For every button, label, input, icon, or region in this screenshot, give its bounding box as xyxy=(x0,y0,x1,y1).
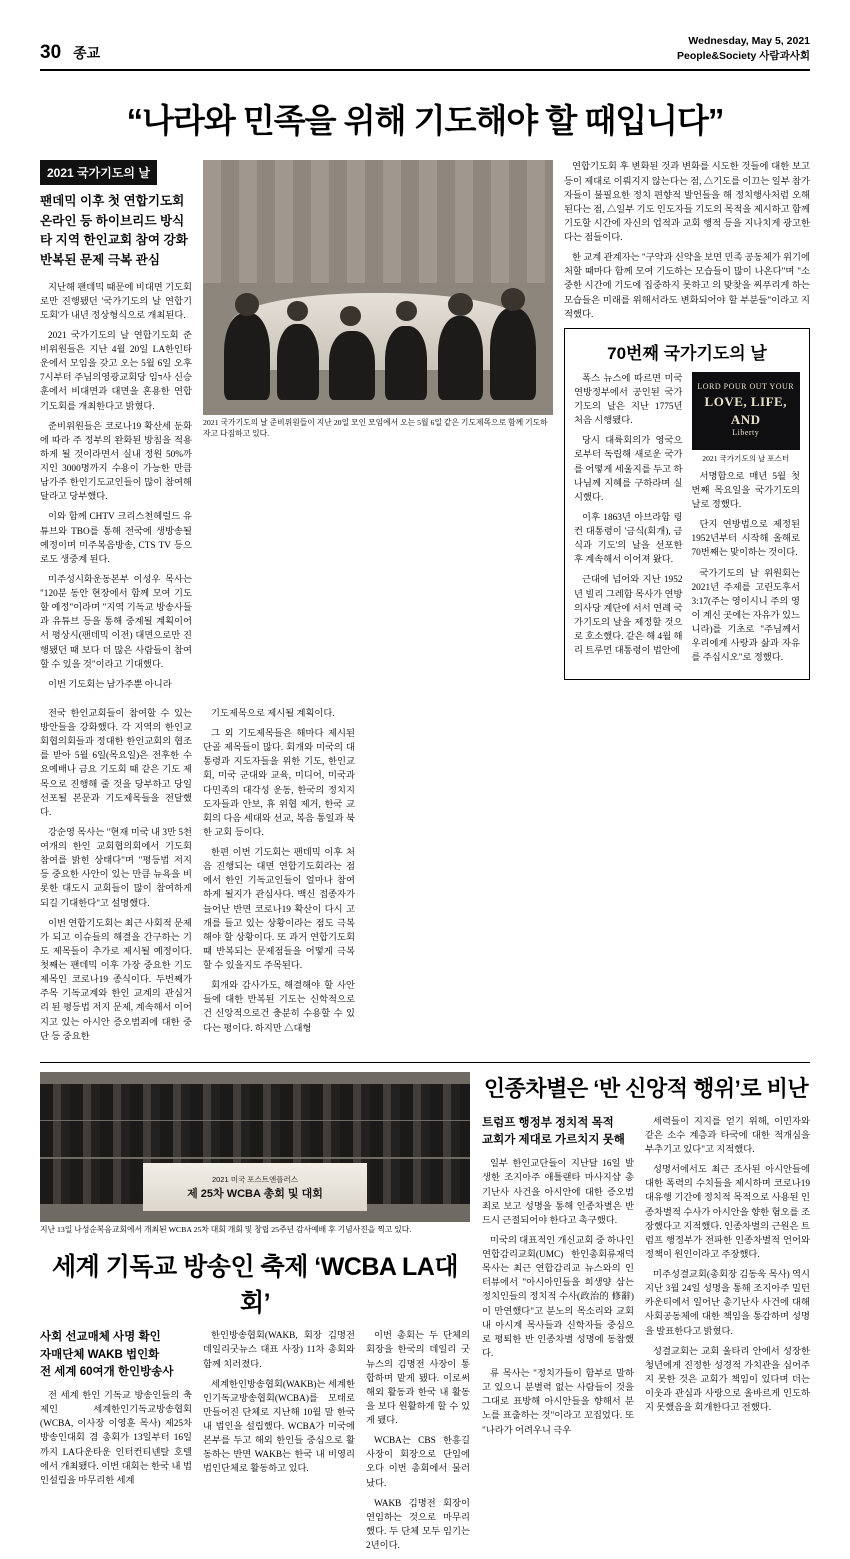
racism-deck xyxy=(482,1115,634,1150)
story-body-col4 xyxy=(564,160,810,321)
paragraph: 폭스 뉴스에 따르면 미국 연방정부에서 공인된 국가기도의 날은 지난 1775년 처음 시행됐다. xyxy=(574,373,683,427)
sidebar-story-columns xyxy=(574,372,800,672)
paragraph: 근대에 넘어와 지난 1952년 빌리 그레함 목사가 연방 의사당 계단에 서서 연례 국가기도의 날을 제정할 것으로 호소했다. 같은 해 4월 해리 트루먼 대통령이 법안에 xyxy=(574,575,683,657)
wcba-col-2 xyxy=(203,1329,355,1559)
racism-col-1 xyxy=(482,1115,634,1444)
racism-col-2 xyxy=(645,1115,810,1444)
deck-line: 트럼프 행정부 정치적 목적 xyxy=(482,1116,614,1129)
lead-story-column-4 xyxy=(564,160,810,697)
lead-story-continuation xyxy=(40,707,810,1050)
photo-wall xyxy=(203,160,553,282)
paragraph: 단지 연방법으로 제정된 1952년부터 시작해 올해로 70번째는 맞이하는 것이다. xyxy=(691,520,800,559)
story-racism xyxy=(482,1072,810,1559)
page-number: 30 xyxy=(40,42,62,64)
paragraph: 서명함으로 매년 5월 첫 번째 목요일을 국가기도의 날로 정했다. xyxy=(691,471,800,511)
paragraph: 이와 함께 CHTV 크리스천헤럴드 유튜브와 TBO를 통해 전국에 생방송될 예정이며 미주복음방송, CTS TV 등으로도 생중계 된다. xyxy=(40,512,192,565)
paragraph: 미주성시화운동본부 이성우 목사는 "120분 동안 현장에서 함께 모여 기도할 예정"이라며 "지역 기독교 방송사들과 유튜브 등을 통해 중계될 계획이어서 평상시(팬데믹 이전) 대면으로만 진행됐던 때 보다 더 많은 사람들이 참여할 수 있을 것"이라고 기대했다. xyxy=(40,574,192,670)
photo-person xyxy=(438,316,484,400)
paragraph: 전국 한인교회들이 참여할 수 있는 방안들을 강화했다. 각 지역의 한인교회협의회들과 정대한 한인교회의 협조를 받아 5월 6일(목요일)은 전후한 수요예배나 금요 기도회 때 같은 기도 제목으로 진행해 줄 것을 당부하고 당일 선포될 본문과 기도제목들을 전달했다. xyxy=(40,708,192,818)
paragraph: 미국의 대표적인 개신교회 중 하나인 연합감리교회(UMC) 한인총회류재덕 목사는 최근 연합감리교 뉴스와의 인터뷰에서 "아시아인들을 희생양 삼는 정치인들의 정치적 수사(政治的 修辭)이 만연했다"고 분노의 목소리와 교회 내 아시계 목사들과 신학자들 중심으로 평퇴한 반 인종차별 성명에 동참했다. xyxy=(482,1235,635,1359)
photo-person xyxy=(277,324,319,401)
paragraph: 성명서에서도 최근 조사된 아시안들에 대한 폭력의 수치들을 제시하며 코로나19 대유행 기간에 정치적 목적으로 사용된 인종차별적 수사가 아시안을 향한 혐오를 조장했다고 지적했다. 인종차별의 근원은 트럼프 행정부가 전파한 인종차별적 언어와 정책이 원인이라고 주장했다. xyxy=(645,1165,810,1260)
sidebar-story-title: 70번째 국가기도의 날 xyxy=(607,343,767,363)
photo-person xyxy=(490,308,536,400)
sidebar-story-70th xyxy=(564,328,810,681)
sidebar-col-2 xyxy=(692,372,801,672)
deck-line: 온라인 등 하이브리드 방식 xyxy=(40,213,185,228)
paragraph: WAKB 김명전 회장이 연임하는 것으로 마무리 했다. 두 단체 모두 임기는 2년이다. xyxy=(366,1498,470,1552)
paragraph: 이후 1863년 아브라함 링컨 대통령이 '금식(회개), 금식과 기도'의 날을 선포한 후 계속해서 이어져 왔다. xyxy=(574,512,683,566)
wcba-body-3 xyxy=(366,1329,470,1553)
section-name: 종교 xyxy=(73,45,101,62)
story-deck xyxy=(40,192,192,270)
paragraph: 일부 한인교단들이 지난달 16일 발생한 조지아주 애틀랜타 마사지샵 총기난사 사건을 아시안에 대한 증오범죄로 보고 성명을 통해 인종차별은 반드시 근절되어야 한다고 촉구했다. xyxy=(482,1159,634,1226)
paragraph: 회개와 감사가도, 해결해야 할 사안들에 대한 반복된 기도는 신학적으로건 신앙적으로건 충분히 수용할 수 있다는 평이다. 하지만 △대형 xyxy=(203,981,355,1034)
paragraph: 연합기도회 후 변화된 것과 변화를 시도한 것들에 대한 보고 등이 제대로 이뤄지지 않는다는 점, △기도를 이끄는 일부 참가자들이 불필요한 정치 편향적 발언들을 해 정치행사처럼 오해된다는 점, △일부 기도 인도자들 기도의 목적을 제시하고 함께 기도할 시간에 자신의 업적과 교회 행적 등을 지나치게 광고한다는 점들이다. xyxy=(564,162,810,244)
sidebar-col-1 xyxy=(574,372,683,672)
paragraph: 강순영 목사는 "현재 미국 내 3만 5천여개의 한인 교회협의회에서 기도회 참여를 밝힌 상태다"며 "평등법 저지 등 중요한 사안이 있는 만큼 뉴욕을 비롯한 대도시 교회들이 많이 참여하게 되길 기대한다"고 설명했다. xyxy=(40,827,192,909)
wcba-title: 세계 기독교 방송인 축제 ‘WCBA LA대회’ xyxy=(52,1253,458,1318)
photo-person xyxy=(224,313,270,400)
poster-line-3: Liberty xyxy=(732,428,760,438)
photo-crowd-row xyxy=(40,1121,470,1157)
paragraph: 성결교회는 교회 울타리 안에서 성장한 청년에게 진정한 성경적 가치관을 심어주지 못한 것은 교회가 책임이 있다며 더는 이웃과 관심과 사랑으로 올바르게 인도하지 못했음을 회개한다고 전했다. xyxy=(645,1346,810,1414)
wcba-col-3 xyxy=(366,1329,470,1559)
photo-person-head xyxy=(287,301,308,321)
paragraph: 이번 기도회는 남가주뿐 아니라 xyxy=(48,679,172,690)
photo-person xyxy=(385,326,427,400)
lead-photo-caption: 2021 국가기도의 날 준비위원들이 지난 20일 모인 모임에서 오는 5월 6일 같은 기도제목으로 함께 기도하자고 다짐하고 있다. xyxy=(203,418,548,438)
newspaper-page xyxy=(40,34,810,1552)
deck-line: 반복된 문제 극복 관심 xyxy=(40,252,160,267)
paragraph: 한인방송협회(WAKB, 회장 김명전 데일리굿뉴스 대표 사장) 11차 총회와 함께 치러졌다. xyxy=(203,1331,355,1370)
prayer-day-poster xyxy=(692,372,801,450)
paragraph: 당시 대륙회의가 영국으로부터 독립해 새로운 국가를 어떻게 세울지를 두고 하나님께 지혜를 구하라며 실시했다. xyxy=(574,436,683,503)
lead-story-spacer xyxy=(366,707,810,1050)
publication-date: Wednesday, May 5, 2021 xyxy=(688,35,810,47)
lead-story-column-3 xyxy=(203,707,355,1050)
racism-title: 인종차별은 ‘반 신앙적 행위’로 비난 xyxy=(483,1075,809,1101)
paragraph: 전 세계 한인 기독교 방송인들의 축제인 세계한인기독교방송협회(WCBA, 이사장 이영훈 목사) 제25차 방송인대회 겸 총회가 13일부터 16일까지 LA다운타운 인터컨티넨탈 호텔에서 개최됐다. 이번 대회는 한국 내 법인설립을 마무리한 세계 xyxy=(40,1391,192,1486)
lead-story xyxy=(40,160,810,697)
section-divider xyxy=(40,1062,810,1063)
deck-line: 자매단체 WAKB 법인화 xyxy=(40,1348,160,1361)
poster-line-1: LORD POUR OUT YOUR xyxy=(697,382,795,392)
paragraph: 그 외 기도제목들은 해마다 제시된 단골 제목들이 많다. 회개와 미국의 대통령과 지도자들을 위한 기도, 한인교회, 미국 군대와 교육, 미디어, 미국과 다민족의 대각성 운동, 한국의 정치지도자들과 안보, 휴 위협 제거, 한국 교회의 다음 세대와 선교, 복음 통일과 북한 교회 등이다. xyxy=(203,729,355,838)
poster-line-2: LOVE, LIFE, AND xyxy=(704,394,787,427)
photo-person-head xyxy=(340,306,361,326)
paragraph: 준비위원들은 코로나19 확산세 둔화에 따라 주 정부의 완화된 방침을 적용하게 될 것이라면서 실내 정원 50%까지인 3000명까지 수용이 가능한 만큼 남가주 한인기도교인들이 많이 참여해달라고 당부했다. xyxy=(40,421,192,503)
story-body-col2 xyxy=(40,707,192,1044)
photo-person-head xyxy=(448,293,473,316)
deck-line: 팬데믹 이후 첫 연합기도회 xyxy=(40,194,185,209)
paragraph: 한 교계 관계자는 "구약과 신약을 보면 민족 공동체가 위기에 처할 때마다 함께 모여 기도하는 모습들이 많이 나온다"며 "소중한 시간에 기도에 집중하지 못하고 의 맞찾을 찌푸리게 하는 모습들은 미래를 위해서라도 변화되어야 할 부분들"이라고 지적했다. xyxy=(564,253,810,320)
masthead-left xyxy=(40,42,100,64)
masthead xyxy=(40,34,810,71)
lead-photo-wrap xyxy=(203,160,553,697)
wcba-deck xyxy=(40,1329,192,1381)
wcba-col-1 xyxy=(40,1329,192,1559)
deck-line: 교회가 제대로 가르치지 못해 xyxy=(482,1134,625,1146)
page-title: “나라와 민족을 위해 기도해야 할 때입니다” xyxy=(126,102,724,140)
paragraph: 세력들이 지지를 얻기 위해, 이민자와 같은 소수 계층과 타국에 대한 적개심을 부추기고 있다"고 지적했다. xyxy=(645,1116,810,1155)
wcba-columns xyxy=(40,1329,470,1559)
wcba-body-2 xyxy=(203,1329,355,1476)
story-body-col3 xyxy=(203,707,355,1036)
photo-person-head xyxy=(396,301,417,321)
banner-line-2: 제 25차 WCBA 총회 및 대회 xyxy=(187,1187,323,1200)
lead-story-column-1 xyxy=(40,160,192,697)
paragraph: 미주성결교회(총회장 김동욱 목사) 역시 지난 3월 24일 성명을 통해 조지아주 밀턴 카운티에서 일어난 총기난사 사건에 대해 사회공동체에 대한 책임을 통감하며 성명을 발표한다고 밝혔다. xyxy=(645,1270,810,1337)
paragraph: 류 목사는 "정치가들이 함부로 말하고 있으니 분별력 없는 사람들이 것을 그대로 표방해 아시안들을 향해서 분노를 표출하는 것"이라고 꼬집었다. 또 "나라가 어려우니 극우 xyxy=(482,1369,634,1436)
sidebar-body-1 xyxy=(574,372,683,658)
lower-section xyxy=(40,1072,810,1559)
paragraph: 세계한인방송협회(WAKB)는 세계한인기독교방송협회(WCBA)를 모태로 만들어진 단체로 지난해 10월 말 한국 내 법인을 설립했다. WCBA가 미국에 본부를 두고 해외 한인들 중심으로 활동하는 반면 WAKB는 한국 내 비영리 법인단체로 활동하고 있다. xyxy=(203,1379,355,1475)
lead-photo xyxy=(203,160,553,415)
photo-person xyxy=(329,331,375,400)
racism-body-1 xyxy=(482,1157,634,1437)
masthead-right xyxy=(677,34,810,64)
paragraph: WCBA는 CBS 한흥길 사장이 회장으로 단임에 오다 이번 총회에서 물러났다. xyxy=(366,1436,470,1489)
wcba-group-photo xyxy=(40,1072,470,1222)
wcba-body-1 xyxy=(40,1389,192,1488)
wcba-banner xyxy=(143,1163,367,1211)
banner-line-1: 2021 미국 포스트앤플러스 xyxy=(211,1174,299,1184)
publication-brand: People&Society 사람과사회 xyxy=(677,50,810,63)
story-wcba xyxy=(40,1072,470,1559)
deck-line: 전 세계 60여개 한인방송사 xyxy=(40,1365,174,1378)
racism-body-2 xyxy=(645,1115,810,1416)
paragraph: 한편 이번 기도회는 팬데믹 이후 처음 진행되는 대면 연합기도회라는 점에서 한인 기독교인들이 얼마나 참여하게 될지가 관심사다. 백신 접종자가 늘어난 반면 코로나19 확산이 다시 고개를 들고 있는 상황이라는 점도 극복해야 할 상황이다. 또 과거 연합기도회 때 반복되는 문제점들을 어떻게 극복할 수 있을지도 주목된다. xyxy=(203,848,355,971)
paragraph: 2021 국가기도의 날 연합기도회 준비위원들은 지난 4월 20일 LA한인타운에서 모임을 갖고 오는 5월 6일 오후 7시부터 주님의영광교회당 임דּ사 신승훈에서 비대면과 대면을 혼용한 연합기도회를 개최한다고 밝혔다. xyxy=(40,330,192,412)
paragraph: 이번 연합기도회는 최근 사회적 문제가 되고 이슈들의 해결을 간구하는 기도 제목들이 추가로 제시될 예정이다. 첫째는 팬데믹 이후 가장 중요한 기도 제목인 코로나19 종식이다. 두번째가 주목 기독교계와 한인 교계의 관심거리 된 평등법 저지 문제, 계속해서 이어지고 있는 아시안 증오범죄에 대한 중단 등 중요한 xyxy=(40,918,193,1042)
paragraph: 지난해 팬데믹 때문에 비대면 기도회로만 진행됐던 '국가기도의 날 연합기도회'가 내년 정상형식으로 개최된다. xyxy=(40,282,193,321)
poster-text xyxy=(692,382,801,439)
racism-columns xyxy=(482,1115,810,1444)
paragraph: 이번 총회는 두 단체의 회장을 한국의 데일리 굿 뉴스의 김명전 사장이 통합하며 맡게 됐다. 이로써 해외 활동과 한국 내 활동을 보다 원활하게 할 수 있게 됐다. xyxy=(366,1331,470,1427)
deck-line: 사회 선교매체 사명 확인 xyxy=(40,1331,161,1344)
photo-crowd-row xyxy=(40,1084,470,1120)
wcba-photo-caption: 지난 13일 나성순복음교회에서 개최된 WCBA 25차 대회 개회 및 창립 25주년 감사예배 후 기념사진을 찍고 있다. xyxy=(40,1224,412,1234)
paragraph: 기도제목으로 제시될 계획이다. xyxy=(211,708,335,719)
poster-caption: 2021 국가기도의 날 포스터 xyxy=(702,453,790,463)
sidebar-body-2 xyxy=(692,470,801,666)
paragraph: 국가기도의 날 위원회는 2021년 주제를 고린도후서 3:17(주는 영이시니 주의 영이 계신 곳에는 자유가 있느니라)를 기초로 "주님께서 우리에게 사랑과 삶과 자유를 주십시오"로 정했다. xyxy=(691,568,800,664)
photo-person-head xyxy=(501,288,526,311)
photo-person-head xyxy=(235,293,260,316)
story-tag: 2021 국가기도의 날 xyxy=(40,160,157,185)
deck-line: 타 지역 한인교회 참여 강화 xyxy=(40,233,188,248)
story-body-col1 xyxy=(40,281,192,692)
lead-story-column-2 xyxy=(40,707,192,1050)
